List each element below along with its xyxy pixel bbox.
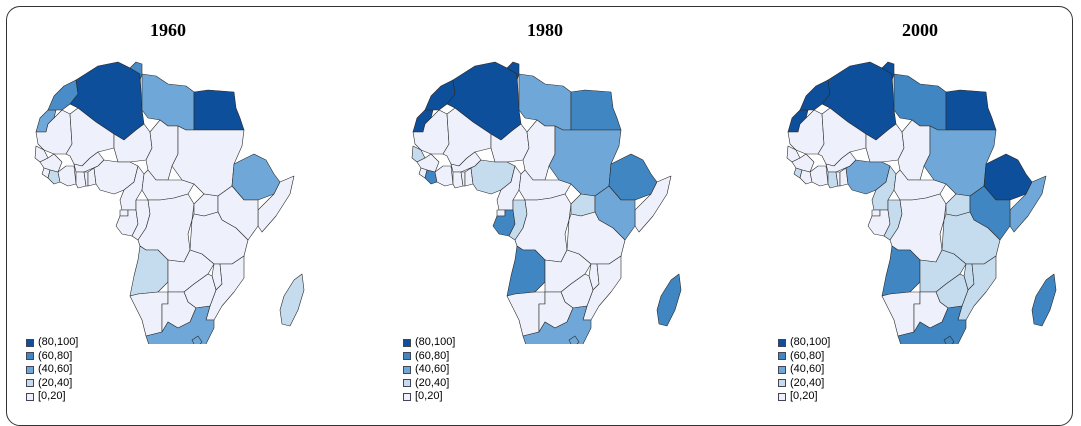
country-libya	[519, 74, 571, 130]
legend-item	[26, 336, 78, 350]
legend-swatch	[26, 352, 34, 360]
legend-item	[26, 363, 78, 377]
legend-label: [0,20]	[790, 390, 818, 403]
country-madagascar	[280, 274, 304, 326]
legend-swatch	[778, 393, 786, 401]
country-ethiopia	[984, 154, 1032, 200]
legend-label: (80,100]	[415, 336, 456, 349]
panel-title: 2000	[902, 20, 938, 40]
country-egypt	[194, 90, 244, 130]
country-chad	[898, 120, 930, 180]
legend-label: (60,80]	[415, 349, 450, 362]
legend-label: (40,60]	[790, 363, 825, 376]
legend-item	[778, 336, 830, 350]
legend-label: [0,20]	[38, 390, 66, 403]
map-legend	[26, 336, 78, 404]
country-ivory-coast	[58, 166, 76, 186]
country-madagascar	[1032, 274, 1056, 326]
country-madagascar	[657, 274, 681, 326]
country-ethiopia	[232, 154, 280, 200]
legend-item	[778, 390, 830, 404]
legend-item	[403, 363, 455, 377]
country-eq-guinea	[872, 210, 880, 216]
legend-item	[403, 336, 455, 350]
country-libya	[142, 74, 194, 130]
map-legend	[403, 336, 455, 404]
country-uganda	[194, 194, 218, 216]
legend-item	[26, 350, 78, 364]
map-legend	[778, 336, 830, 404]
legend-label: (80,100]	[38, 336, 79, 349]
legend-swatch	[778, 379, 786, 387]
country-chad	[523, 120, 555, 180]
country-libya	[894, 74, 946, 130]
legend-swatch	[403, 393, 411, 401]
africa-choropleth-map	[18, 14, 318, 344]
country-egypt	[946, 90, 996, 130]
map-panel-2000	[770, 0, 1081, 409]
legend-label: (40,60]	[38, 363, 73, 376]
legend-label: (20,40]	[790, 376, 825, 389]
legend-item	[778, 363, 830, 377]
map-panel-1980	[395, 0, 755, 409]
legend-swatch	[26, 393, 34, 401]
legend-label: (20,40]	[38, 376, 73, 389]
legend-item	[26, 390, 78, 404]
legend-item	[403, 377, 455, 391]
legend-swatch	[26, 366, 34, 374]
legend-swatch	[403, 339, 411, 347]
legend-swatch	[778, 352, 786, 360]
africa-choropleth-map	[395, 14, 695, 344]
legend-item	[778, 350, 830, 364]
legend-item	[778, 377, 830, 391]
legend-swatch	[403, 379, 411, 387]
country-egypt	[571, 90, 621, 130]
legend-label: (60,80]	[790, 349, 825, 362]
legend-swatch	[26, 339, 34, 347]
legend-label: (20,40]	[415, 376, 450, 389]
legend-label: [0,20]	[415, 390, 443, 403]
country-uganda	[946, 194, 970, 216]
country-eq-guinea	[497, 210, 505, 216]
africa-choropleth-map	[770, 14, 1070, 344]
panel-title: 1960	[150, 20, 186, 40]
legend-swatch	[403, 366, 411, 374]
country-ivory-coast	[435, 166, 453, 186]
legend-item	[403, 350, 455, 364]
legend-item	[403, 390, 455, 404]
legend-swatch	[403, 352, 411, 360]
legend-item	[26, 377, 78, 391]
country-ethiopia	[609, 154, 657, 200]
legend-swatch	[778, 339, 786, 347]
panel-title: 1980	[527, 20, 563, 40]
country-uganda	[571, 194, 595, 216]
country-eq-guinea	[120, 210, 128, 216]
country-ivory-coast	[810, 166, 828, 186]
map-panel-1960	[18, 0, 378, 409]
legend-swatch	[26, 379, 34, 387]
legend-swatch	[778, 366, 786, 374]
legend-label: (80,100]	[790, 336, 831, 349]
legend-label: (40,60]	[415, 363, 450, 376]
country-chad	[146, 120, 178, 180]
legend-label: (60,80]	[38, 349, 73, 362]
